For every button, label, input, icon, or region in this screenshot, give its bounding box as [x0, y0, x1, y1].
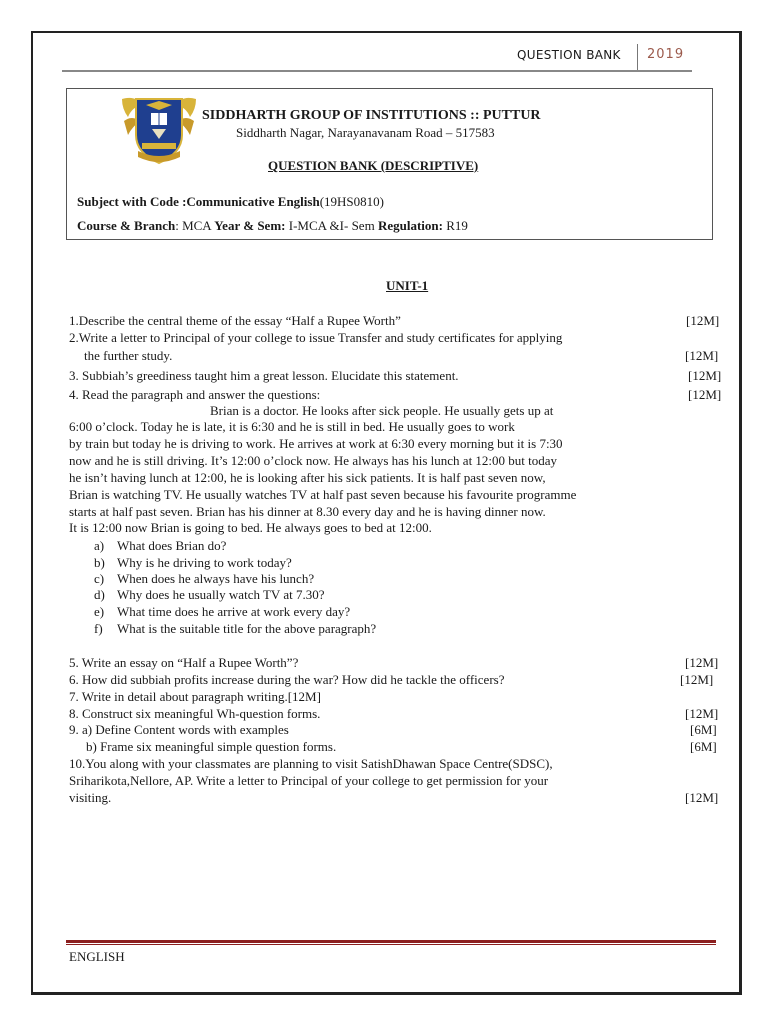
question-1: 1.Describe the central theme of the essay “Half a Rupee Worth”	[69, 313, 401, 328]
subquestion: Why does he usually watch TV at 7.30?	[117, 587, 325, 602]
question-10-marks: [12M]	[685, 790, 719, 805]
paragraph-line: starts at half past seven. Brian has his dinner at 8.30 every day and he is having dinner now.	[69, 504, 546, 519]
regulation-value: R19	[446, 218, 468, 233]
question-2: 2.Write a letter to Principal of your college to issue Transfer and study certificates for applying	[69, 330, 563, 345]
question-8: 8. Construct six meaningful Wh-question forms.	[69, 706, 321, 721]
question-10: 10.You along with your classmates are planning to visit SatishDhawan Space Centre(SDSC),	[69, 756, 553, 771]
subject-name: Communicative English	[186, 194, 320, 209]
subquestion: Why is he driving to work today?	[117, 555, 292, 570]
header-rule	[62, 70, 692, 72]
subquestion: What is the suitable title for the above paragraph?	[117, 621, 377, 636]
course-value: : MCA	[175, 218, 215, 233]
question-6: 6. How did subbiah profits increase during the war? How did he tackle the officers?	[69, 672, 505, 687]
header-year: 2019	[647, 47, 685, 62]
paragraph-line: Brian is watching TV. He usually watches TV at half past seven because his favourite programme	[69, 487, 577, 502]
course-label: Course & Branch	[77, 218, 176, 233]
question-10-cont: visiting.	[69, 790, 112, 805]
paragraph-line: 6:00 o’clock. Today he is late, it is 6:30 and he is still in bed. He usually goes to work	[69, 419, 515, 434]
paragraph-line: now and he is still driving. It’s 12:00 o’clock now. He always has his lunch at 12:00 but today	[69, 453, 558, 468]
paragraph-line: Brian is a doctor. He looks after sick people. He usually gets up at	[210, 403, 554, 418]
course-line	[77, 218, 468, 233]
question-9a: 9. a) Define Content words with examples	[69, 722, 289, 737]
question-9a-marks: [6M]	[690, 722, 717, 737]
subquestion: What does Brian do?	[117, 538, 227, 553]
year-sem-label: Year & Sem:	[214, 218, 289, 233]
question-9b-marks: [6M]	[690, 739, 717, 754]
footer-rule	[66, 940, 716, 943]
footer-rule-thin	[66, 944, 716, 945]
question-3: 3. Subbiah’s greediness taught him a great lesson. Elucidate this statement.	[69, 368, 459, 383]
institution-address: Siddharth Nagar, Narayanavanam Road – 517583	[236, 125, 495, 140]
question-6-marks: [12M]	[680, 672, 714, 687]
subquestion-letter: e)	[94, 604, 105, 619]
paragraph-line: It is 12:00 now Brian is going to bed. He always goes to bed at 12:00.	[69, 520, 432, 535]
header-label: QUESTION BANK	[517, 48, 621, 62]
subquestion-letter: c)	[94, 571, 105, 586]
subject-code: (19HS0810)	[319, 194, 384, 209]
question-2-cont: the further study.	[84, 348, 173, 363]
footer-label: ENGLISH	[69, 949, 125, 964]
subquestion: What time does he arrive at work every day?	[117, 604, 351, 619]
question-7: 7. Write in detail about paragraph writing.[12M]	[69, 689, 321, 704]
subquestion-letter: d)	[94, 587, 105, 602]
question-9b: b) Frame six meaningful simple question forms.	[86, 739, 337, 754]
question-8-marks: [12M]	[685, 706, 719, 721]
subject-label: Subject with Code :	[77, 194, 187, 209]
year-sem-value: I-MCA &I- Sem	[288, 218, 378, 233]
subject-line	[77, 194, 384, 209]
header-separator	[637, 44, 638, 70]
institution-name: SIDDHARTH GROUP OF INSTITUTIONS :: PUTTUR	[202, 108, 541, 123]
unit-title: UNIT-1	[386, 278, 429, 293]
regulation-label: Regulation:	[377, 218, 447, 233]
document-title: QUESTION BANK (DESCRIPTIVE)	[268, 158, 479, 173]
question-5: 5. Write an essay on “Half a Rupee Worth”?	[69, 655, 299, 670]
subquestion-letter: b)	[94, 555, 105, 570]
question-4: 4. Read the paragraph and answer the questions:	[69, 387, 321, 402]
question-2-marks: [12M]	[685, 348, 719, 363]
subquestion: When does he always have his lunch?	[117, 571, 315, 586]
subquestion-letter: a)	[94, 538, 105, 553]
question-1-marks: [12M]	[686, 313, 720, 328]
college-crest-icon	[118, 91, 200, 167]
question-4-marks: [12M]	[688, 387, 722, 402]
paragraph-line: by train but today he is driving to work. He arrives at work at 6:30 every morning but it is 7:30	[69, 436, 563, 451]
question-10-cont: Sriharikota,Nellore, AP. Write a letter to Principal of your college to get permission for your	[69, 773, 549, 788]
subquestion-letter: f)	[94, 621, 103, 636]
paragraph-line: he isn’t having lunch at 12:00, he is looking after his sick patients. It is half past seven now,	[69, 470, 546, 485]
question-3-marks: [12M]	[688, 368, 722, 383]
question-5-marks: [12M]	[685, 655, 719, 670]
